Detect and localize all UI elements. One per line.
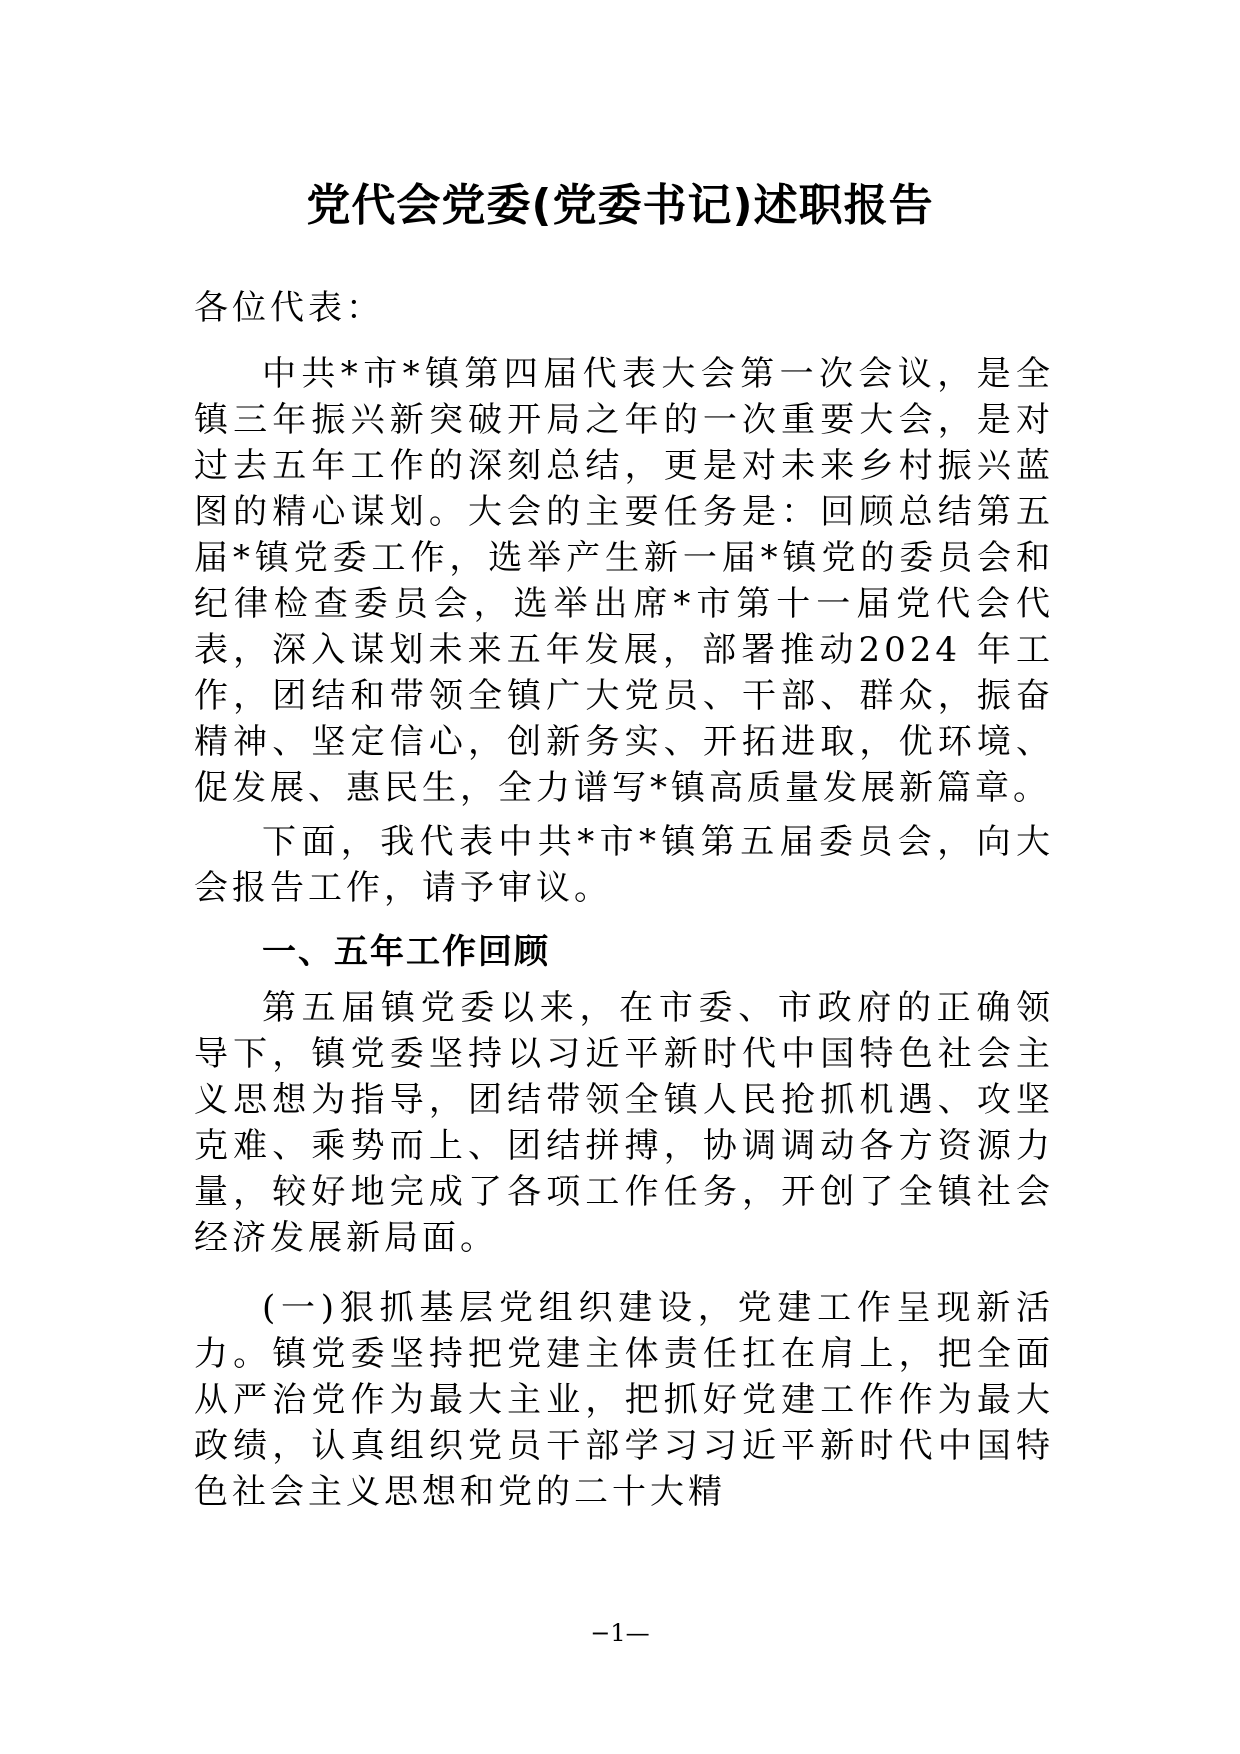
- paragraph-opening: 中共*市*镇第四届代表大会第一次会议，是全镇三年振兴新突破开局之年的一次重要大会，是对过去五年工作的深刻总结，更是对未来乡村振兴蓝图的精心谋划。大会的主要任务是：回顾总结第五届*镇党委工作，选举产生新一届*镇党的委员会和纪律检查委员会，选举出席*市第十一届党代会代表，深入谋划未来五年发展，部署推动2024 年工作，团结和带领全镇广大党员、干部、群众，振奋精神、坚定信心，创新务实、开拓进取，优环境、促发展、惠民生，全力谱写*镇高质量发展新篇章。: [194, 354, 1054, 808]
- paragraph-party-building: (一)狠抓基层党组织建设，党建工作呈现新活力。镇党委坚持把党建主体责任扛在肩上，把全面从严治党作为最大主业，把抓好党建工作作为最大政绩，认真组织党员干部学习习近平新时代中国特色社会主义思想和党的二十大精: [194, 1288, 1054, 1512]
- salutation: 各位代表：: [194, 288, 384, 328]
- paragraph-report-intro: 下面，我代表中共*市*镇第五届委员会，向大会报告工作，请予审议。: [194, 822, 1054, 908]
- document-title: 党代会党委(党委书记)述职报告: [306, 180, 934, 231]
- page-number: −1—: [590, 1619, 650, 1647]
- section-heading: 一、五年工作回顾: [262, 932, 550, 972]
- document-body: [194, 285, 1054, 1515]
- paragraph-review: 第五届镇党委以来，在市委、市政府的正确领导下，镇党委坚持以习近平新时代中国特色社会主义思想为指导，团结带领全镇人民抢抓机遇、攻坚克难、乘势而上、团结拼搏，协调调动各方资源力量，较好地完成了各项工作任务，开创了全镇社会经济发展新局面。: [194, 988, 1054, 1258]
